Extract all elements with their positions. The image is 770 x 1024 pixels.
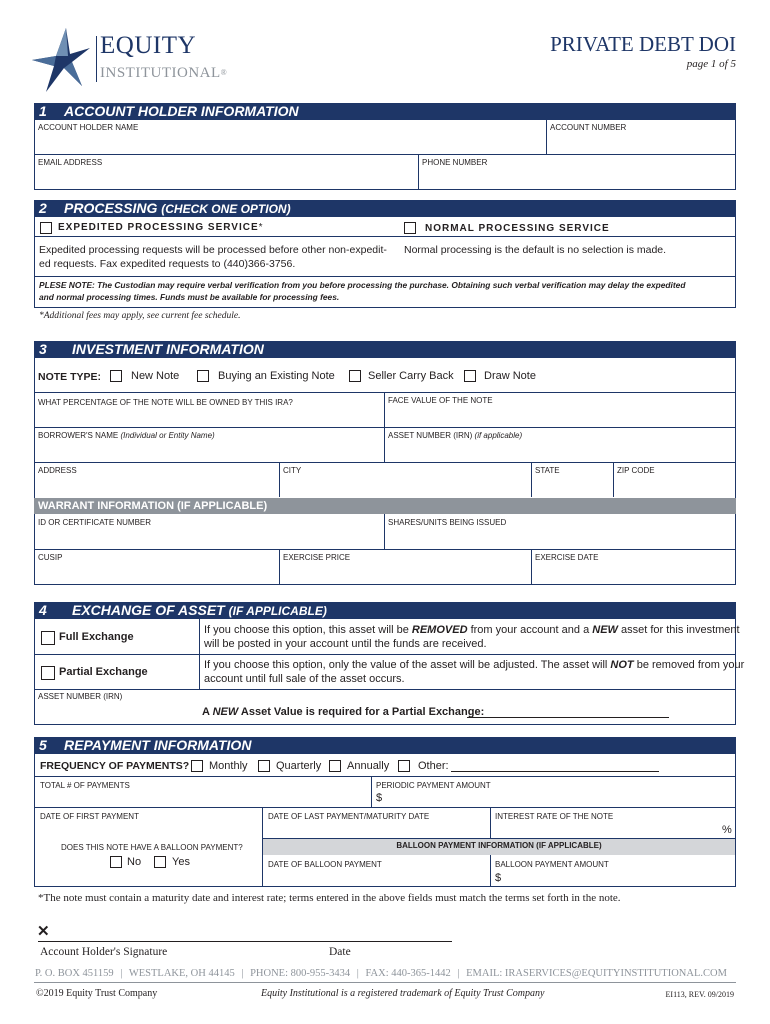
exercise-price-field[interactable]: EXERCISE PRICE	[283, 553, 351, 562]
footer-po-box: P. O. BOX 451159	[35, 968, 114, 979]
logo-divider	[96, 36, 97, 82]
logo-name-top: EQUITY	[100, 32, 197, 59]
asset-number-hint: (if applicable)	[474, 431, 523, 440]
footer-fax: FAX: 440-365-1442	[365, 968, 451, 979]
footer-sep-2: |	[241, 968, 244, 979]
annually-checkbox[interactable]	[329, 760, 341, 772]
section-1-number: 1	[39, 103, 47, 119]
processing-note-1: PLESE NOTE: The Custodian may require verbal verification from you before processing the purchase. Obtaining such verbal verification may delay the expedited	[39, 280, 686, 290]
zip-code-field[interactable]: ZIP CODE	[617, 466, 655, 475]
footer-trademark: Equity Institutional is a registered trademark of Equity Trust Company	[261, 988, 545, 999]
section-5-title: REPAYMENT INFORMATION	[64, 737, 252, 753]
section-2-title-text: PROCESSING	[64, 200, 158, 216]
signature-label: Account Holder's Signature	[40, 946, 168, 958]
full-exchange-checkbox[interactable]	[41, 631, 55, 645]
full-desc-a: If you choose this option, this asset will be	[204, 624, 412, 636]
quarterly-label: Quarterly	[276, 760, 322, 772]
full-exchange-description-1	[204, 624, 740, 636]
normal-label: NORMAL PROCESSING SERVICE	[425, 223, 610, 234]
balloon-info-bar	[263, 839, 735, 855]
interest-percent-sign: %	[722, 824, 732, 836]
full-desc-e: asset for this investment	[617, 624, 740, 636]
monthly-label: Monthly	[209, 760, 248, 772]
processing-note-2: and normal processing times. Funds must be available for processing fees.	[39, 292, 340, 302]
section-2-subtitle: (CHECK ONE OPTION)	[161, 202, 291, 216]
new-asset-value-new: NEW	[212, 706, 239, 718]
logo-name-bottom-text: INSTITUTIONAL	[100, 65, 221, 81]
footer-sep-1: |	[120, 968, 123, 979]
full-exchange-label: Full Exchange	[59, 631, 134, 643]
borrower-name-field[interactable]	[38, 431, 215, 441]
partial-desc-a: If you choose this option, only the value of the asset will be adjusted. The asset will	[204, 659, 611, 671]
full-desc-new: NEW	[592, 624, 618, 636]
phone-number-field[interactable]: PHONE NUMBER	[422, 158, 488, 167]
section-2-number: 2	[39, 200, 47, 216]
expedited-asterisk: *	[258, 222, 264, 233]
existing-note-checkbox[interactable]	[197, 370, 209, 382]
balloon-date-field[interactable]: DATE OF BALLOON PAYMENT	[268, 860, 382, 869]
expedited-description-2: ed requests. Fax expedited requests to (440)366-3756.	[39, 258, 296, 270]
new-note-label: New Note	[131, 370, 180, 382]
maturity-note: *The note must contain a maturity date and interest rate; terms entered in the above fields must match the terms set forth in the note.	[38, 892, 621, 904]
registered-mark: ®	[220, 68, 228, 77]
periodic-payment-field[interactable]: PERIODIC PAYMENT AMOUNT	[376, 781, 491, 790]
other-line[interactable]	[451, 771, 659, 772]
draw-note-checkbox[interactable]	[464, 370, 476, 382]
new-asset-value-label	[202, 706, 484, 718]
document-title: PRIVATE DEBT DOI	[550, 32, 736, 56]
interest-rate-field[interactable]: INTEREST RATE OF THE NOTE	[495, 812, 614, 821]
new-asset-value-line[interactable]	[467, 717, 669, 718]
existing-note-label: Buying an Existing Note	[218, 370, 335, 382]
fee-note: *Additional fees may apply, see current fee schedule.	[39, 311, 241, 321]
section-2-header	[34, 200, 736, 217]
normal-checkbox[interactable]	[404, 222, 416, 234]
equity-institutional-logo	[30, 26, 230, 94]
draw-note-label: Draw Note	[484, 370, 536, 382]
cusip-field[interactable]: CUSIP	[38, 553, 63, 562]
section-4-number: 4	[39, 602, 47, 618]
seller-carry-back-label: Seller Carry Back	[368, 370, 454, 382]
id-certificate-field[interactable]: ID OR CERTIFICATE NUMBER	[38, 518, 152, 527]
section-3-number: 3	[39, 341, 47, 357]
asset-number-label: ASSET NUMBER (IRN)	[388, 431, 473, 440]
seller-carry-back-checkbox[interactable]	[349, 370, 361, 382]
balloon-dollar-sign: $	[495, 872, 502, 884]
borrower-name-hint: (Individual or Entity Name)	[120, 431, 215, 440]
email-address-field[interactable]: EMAIL ADDRESS	[38, 158, 103, 167]
other-checkbox[interactable]	[398, 760, 410, 772]
monthly-checkbox[interactable]	[191, 760, 203, 772]
footer-email[interactable]: EMAIL: IRASERVICES@EQUITYINSTITUTIONAL.COM	[466, 968, 727, 979]
warrant-info-bar	[34, 498, 736, 514]
logo-name-bottom	[100, 64, 227, 82]
balloon-amount-field[interactable]: BALLOON PAYMENT AMOUNT	[495, 860, 609, 869]
balloon-info-title: BALLOON PAYMENT INFORMATION (IF APPLICABLE)	[396, 841, 602, 850]
percentage-owned-field[interactable]: WHAT PERCENTAGE OF THE NOTE WILL BE OWNED BY THIS IRA?	[38, 398, 293, 407]
section-5-number: 5	[39, 737, 47, 753]
annually-label: Annually	[347, 760, 390, 772]
footer-phone: PHONE: 800-955-3434	[250, 968, 351, 979]
section-1-title: ACCOUNT HOLDER INFORMATION	[64, 103, 299, 119]
warrant-info-title: WARRANT INFORMATION (IF APPLICABLE)	[38, 500, 268, 512]
balloon-question: DOES THIS NOTE HAVE A BALLOON PAYMENT?	[61, 843, 243, 852]
partial-exchange-label: Partial Exchange	[59, 666, 148, 678]
expedited-label	[58, 222, 264, 233]
expedited-description-1: Expedited processing requests will be processed before other non-expedit-	[39, 244, 387, 256]
expedited-checkbox[interactable]	[40, 222, 52, 234]
footer-sep-4: |	[457, 968, 460, 979]
balloon-no-checkbox[interactable]	[110, 856, 122, 868]
section-1-header	[34, 103, 736, 120]
borrower-name-label: BORROWER'S NAME	[38, 431, 119, 440]
footer-contact	[35, 967, 735, 980]
city-field[interactable]: CITY	[283, 466, 302, 475]
other-label: Other:	[418, 760, 449, 772]
state-field[interactable]: STATE	[535, 466, 560, 475]
account-holder-name-field[interactable]: ACCOUNT HOLDER NAME	[38, 123, 139, 132]
partial-exchange-checkbox[interactable]	[41, 666, 55, 680]
balloon-yes-label: Yes	[172, 856, 190, 868]
footer-divider	[34, 982, 736, 983]
full-desc-c: from your account and a	[467, 624, 593, 636]
asset-number-field[interactable]	[388, 431, 522, 441]
section-4-subtitle: (IF APPLICABLE)	[228, 604, 327, 618]
frequency-label: FREQUENCY OF PAYMENTS?	[40, 760, 190, 772]
normal-description: Normal processing is the default is no selection is made.	[404, 244, 667, 256]
partial-exchange-description-2: account until full sale of the asset occurs.	[204, 673, 405, 685]
face-value-field[interactable]: FACE VALUE OF THE NOTE	[388, 396, 493, 405]
star-logo-icon	[30, 26, 92, 94]
footer-revision: EI113, REV. 09/2019	[665, 990, 734, 999]
address-field[interactable]: ADDRESS	[38, 466, 77, 475]
partial-desc-not: NOT	[610, 659, 634, 671]
last-payment-field[interactable]: DATE OF LAST PAYMENT/MATURITY DATE	[268, 812, 430, 821]
new-asset-value-a: A	[202, 706, 213, 718]
exercise-date-field[interactable]: EXERCISE DATE	[535, 553, 599, 562]
periodic-dollar-sign: $	[376, 792, 383, 804]
footer-copyright: ©2019 Equity Trust Company	[36, 988, 158, 999]
signature-date-label: Date	[329, 946, 351, 958]
signature-line[interactable]	[38, 941, 452, 942]
section-4-title-text: EXCHANGE OF ASSET	[72, 602, 225, 618]
account-number-field[interactable]: ACCOUNT NUMBER	[550, 123, 627, 132]
exchange-asset-number-field[interactable]: ASSET NUMBER (IRN)	[38, 692, 123, 701]
balloon-no-label: No	[127, 856, 142, 868]
section-3-title: INVESTMENT INFORMATION	[72, 341, 264, 357]
new-asset-value-c: Asset Value is required for a Partial Exchange:	[238, 706, 485, 718]
section-4-header	[34, 602, 736, 619]
full-exchange-description-2: will be posted in your account until the funds are received.	[204, 638, 487, 650]
new-note-checkbox[interactable]	[110, 370, 122, 382]
quarterly-checkbox[interactable]	[258, 760, 270, 772]
footer-sep-3: |	[356, 968, 359, 979]
page-number: page 1 of 5	[686, 58, 736, 70]
full-desc-removed: REMOVED	[411, 624, 468, 636]
note-type-label: NOTE TYPE:	[38, 371, 102, 383]
expedited-label-text: EXPEDITED PROCESSING SERVICE	[58, 222, 259, 233]
shares-units-field[interactable]: SHARES/UNITS BEING ISSUED	[388, 518, 507, 527]
partial-desc-c: be removed from your	[633, 659, 745, 671]
partial-exchange-description-1	[204, 659, 744, 671]
footer-city: WESTLAKE, OH 44145	[128, 968, 235, 979]
first-payment-field[interactable]: DATE OF FIRST PAYMENT	[40, 812, 139, 821]
balloon-yes-checkbox[interactable]	[154, 856, 166, 868]
section-5-header	[34, 737, 736, 754]
section-3-header	[34, 341, 736, 358]
signature-x-icon: ✕	[37, 923, 50, 940]
total-payments-field[interactable]: TOTAL # OF PAYMENTS	[40, 781, 130, 790]
